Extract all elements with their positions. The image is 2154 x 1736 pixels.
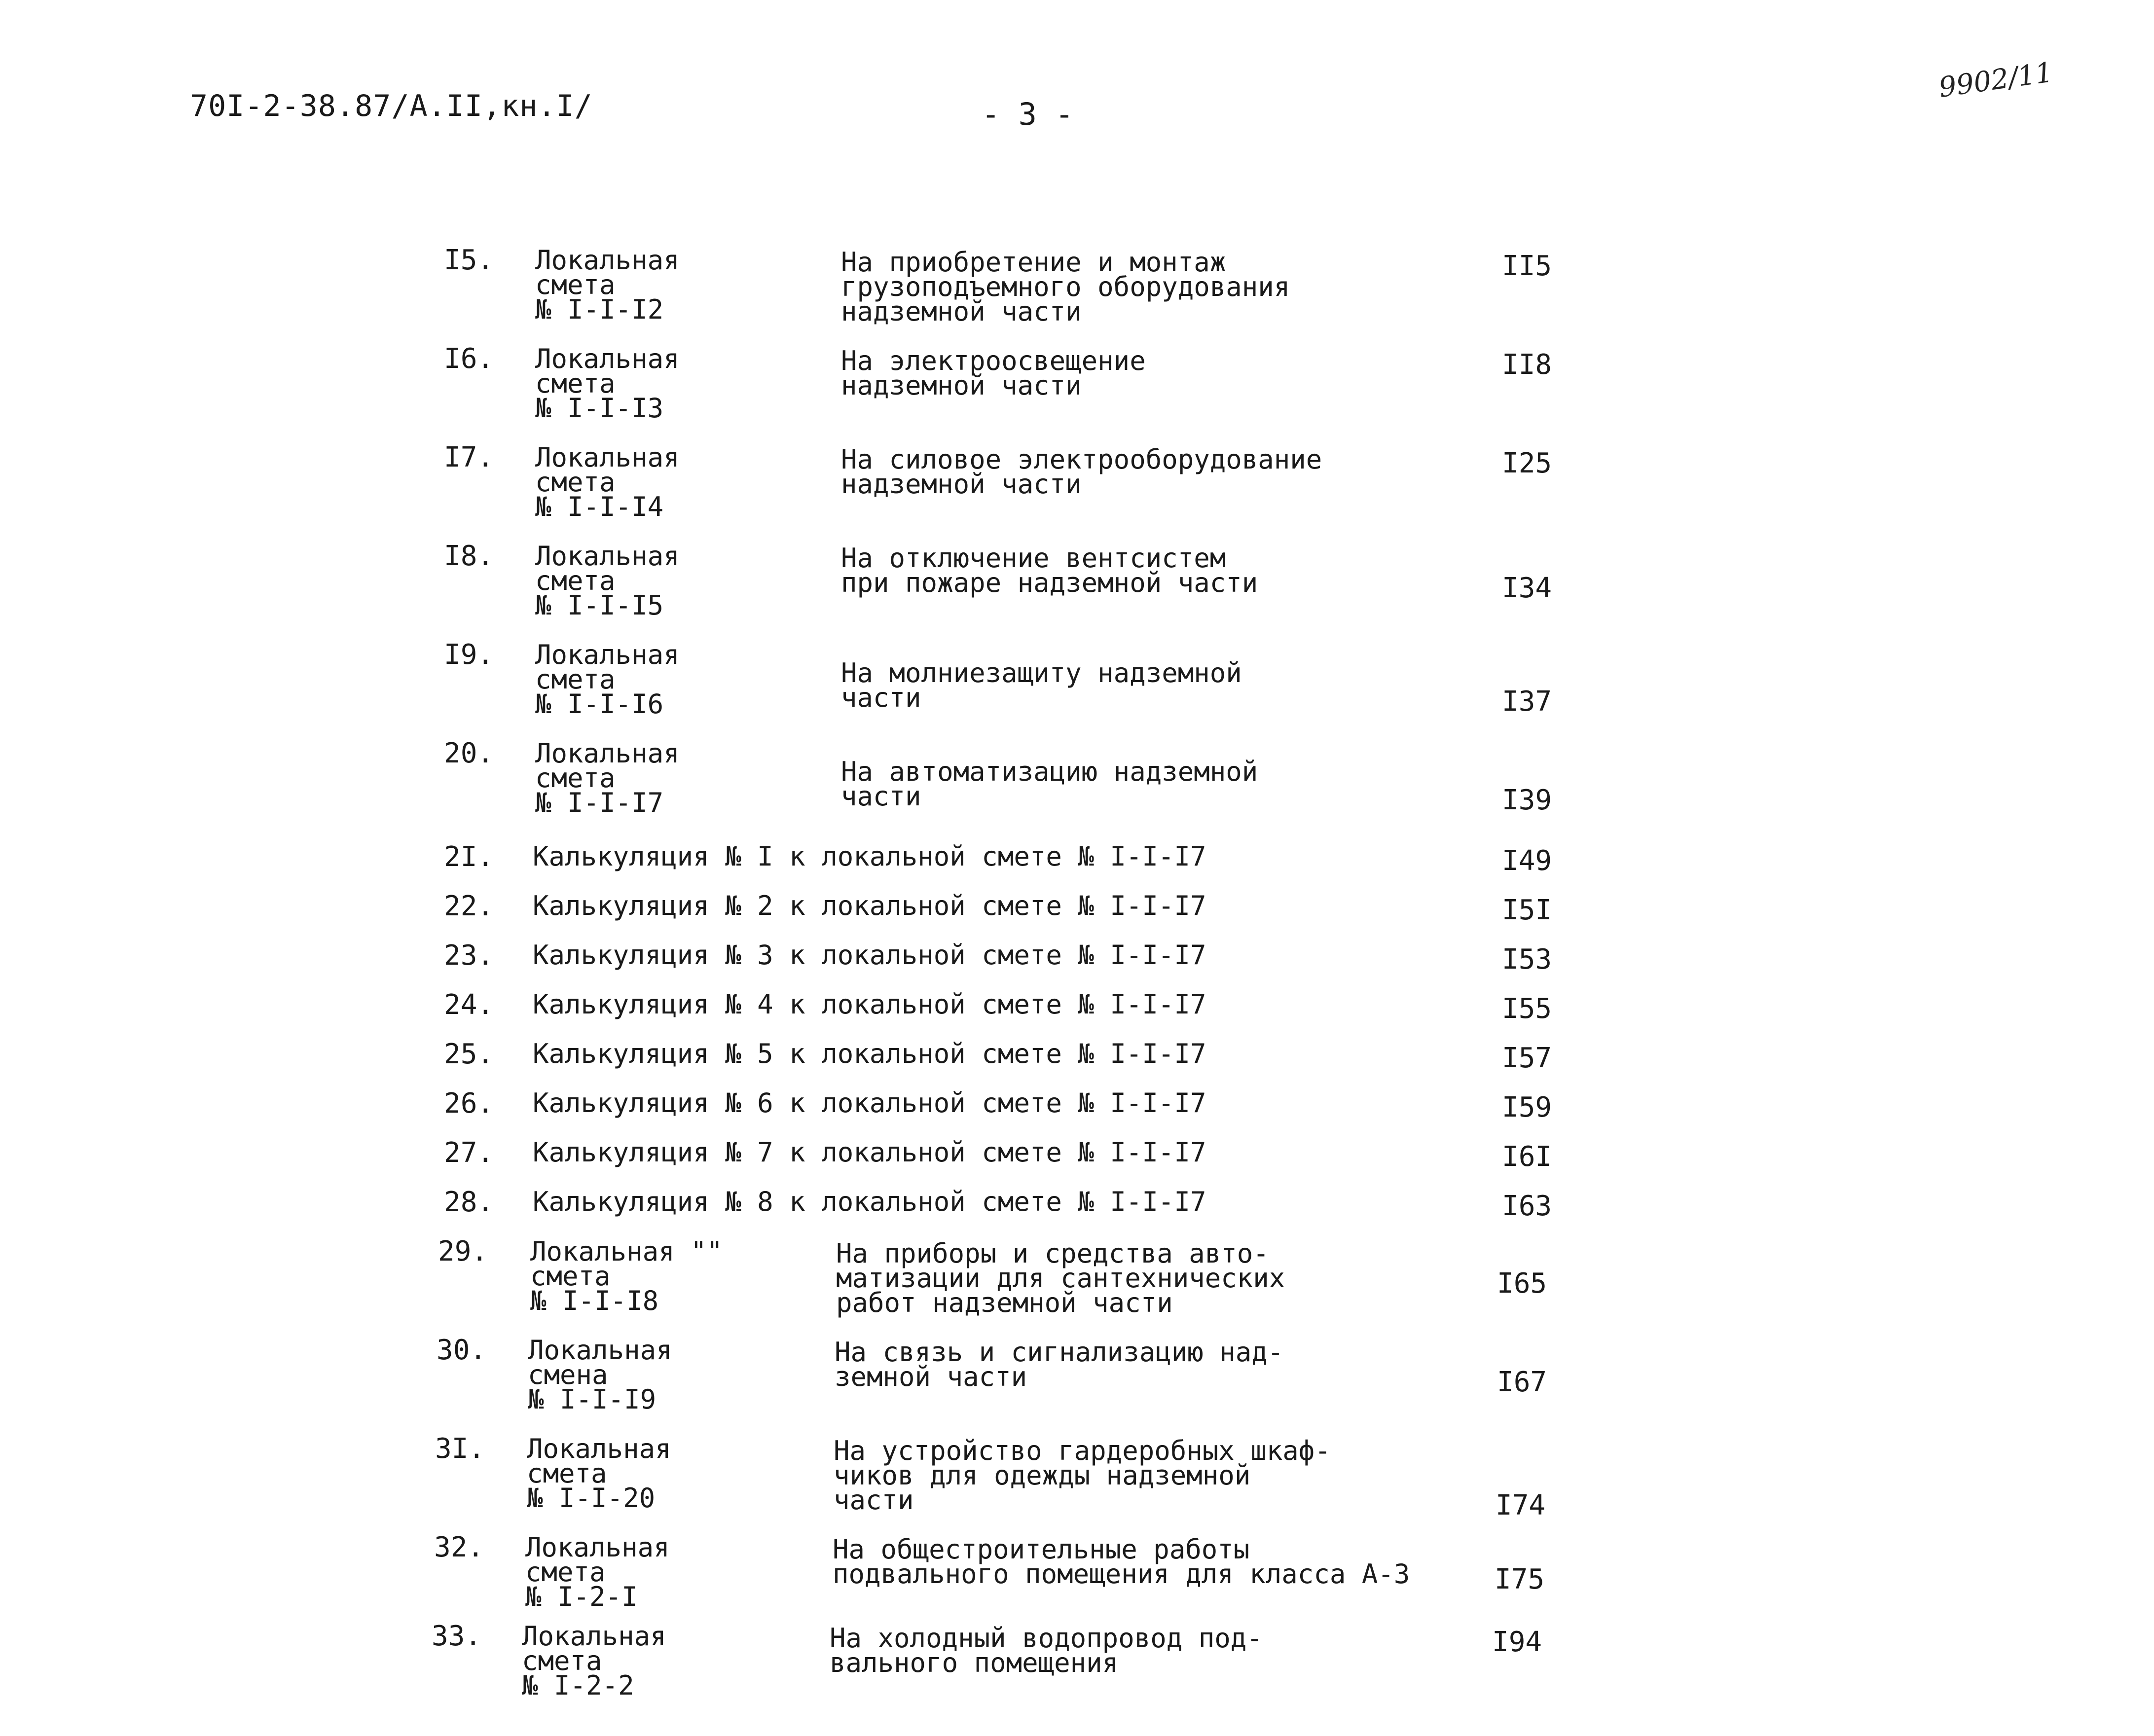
page-number: - 3 - (982, 96, 1074, 132)
item-number: 23. (444, 940, 494, 972)
item-type: Локальная смета № I-2-2 (522, 1621, 666, 1701)
item-page: I65 (1497, 1267, 1547, 1300)
item-description: На общестроительные работы подвального помещения для класса А-3 (833, 1534, 1410, 1590)
item-type: Локальная смета № I-I-I5 (535, 541, 680, 621)
item-page: I55 (1502, 993, 1552, 1025)
item-page: I53 (1502, 943, 1552, 976)
item-description: Калькуляция № I к локальной смете № I-I-I7 (533, 841, 1206, 872)
item-description: Калькуляция № 5 к локальной смете № I-I-I7 (533, 1038, 1206, 1069)
item-number: 20. (444, 737, 494, 769)
item-number: 22. (444, 890, 494, 922)
item-description: Калькуляция № 8 к локальной смете № I-I-I7 (533, 1186, 1206, 1217)
item-type: Локальная "" смета № I-I-I8 (530, 1236, 723, 1316)
item-description: На отключение вентсистем при пожаре надземной части (841, 542, 1258, 598)
item-number: 33. (432, 1620, 482, 1652)
item-number: I5. (444, 244, 494, 276)
item-number: 25. (444, 1038, 494, 1070)
item-number: 2I. (444, 841, 494, 873)
item-page: I6I (1502, 1141, 1552, 1173)
item-page: I75 (1495, 1563, 1545, 1595)
item-number: 27. (444, 1137, 494, 1169)
item-page: I59 (1502, 1091, 1552, 1123)
item-page: I37 (1502, 686, 1552, 718)
item-type: Локальная смета № I-I-I2 (535, 245, 680, 325)
item-number: 3I. (435, 1433, 485, 1465)
item-page: I34 (1502, 572, 1552, 604)
item-description: На электроосвещение надземной части (841, 345, 1146, 401)
item-description: Калькуляция № 2 к локальной смете № I-I-I7 (533, 890, 1206, 921)
item-page: II5 (1502, 250, 1552, 282)
item-description: Калькуляция № 7 к локальной смете № I-I-I7 (533, 1137, 1206, 1168)
item-description: Калькуляция № 6 к локальной смете № I-I-I7 (533, 1087, 1206, 1119)
item-number: 24. (444, 989, 494, 1021)
item-description: На автоматизацию надземной части (841, 756, 1258, 812)
item-page: I39 (1502, 784, 1552, 816)
item-number: I6. (444, 343, 494, 375)
item-page: I63 (1502, 1190, 1552, 1222)
item-number: 28. (444, 1186, 494, 1218)
item-number: 30. (437, 1334, 487, 1366)
item-description: На связь и сигнализацию над- земной части (835, 1337, 1284, 1392)
item-type: Локальная смета № I-I-I7 (535, 738, 680, 818)
item-type: Локальная смета № I-I-20 (527, 1433, 671, 1514)
item-description: Калькуляция № 3 к локальной смете № I-I-I7 (533, 940, 1206, 971)
item-page: I5I (1502, 894, 1552, 926)
item-page: I49 (1502, 845, 1552, 877)
item-number: 32. (434, 1531, 484, 1563)
item-page: I67 (1497, 1366, 1547, 1398)
item-description: На приобретение и монтаж грузоподъемного оборудования надземной части (841, 247, 1290, 327)
item-page: I57 (1502, 1042, 1552, 1074)
item-number: 26. (444, 1087, 494, 1120)
item-type: Локальная смета № I-2-I (525, 1532, 670, 1612)
item-page: II8 (1502, 349, 1552, 381)
item-type: Локальная смета № I-I-I6 (535, 639, 680, 720)
item-type: Локальная смета № I-I-I4 (535, 442, 680, 522)
item-number: 29. (438, 1235, 488, 1267)
item-type: Локальная смена № I-I-I9 (528, 1335, 672, 1415)
item-page: I25 (1502, 447, 1552, 479)
item-description: На холодный водопровод под- вального помещения (830, 1623, 1263, 1678)
item-description: На устройство гардеробных шкаф- чиков для одежды надземной части (834, 1435, 1331, 1516)
item-number: I7. (444, 441, 494, 473)
item-type: Локальная смета № I-I-I3 (535, 343, 680, 424)
item-number: I9. (444, 639, 494, 671)
item-description: На приборы и средства авто- матизации для сантехнических работ надземной части (836, 1238, 1285, 1318)
item-page: I94 (1492, 1626, 1542, 1658)
item-description: На силовое электрооборудование надземной части (841, 444, 1322, 500)
item-page: I74 (1496, 1489, 1546, 1521)
item-description: На молниезащиту надземной части (841, 657, 1242, 713)
document-code: 70I-2-38.87/А.II,кн.I/ (190, 89, 593, 123)
handwritten-note: 9902/11 (1936, 56, 2055, 104)
item-number: I8. (444, 540, 494, 572)
item-description: Калькуляция № 4 к локальной смете № I-I-I7 (533, 989, 1206, 1020)
